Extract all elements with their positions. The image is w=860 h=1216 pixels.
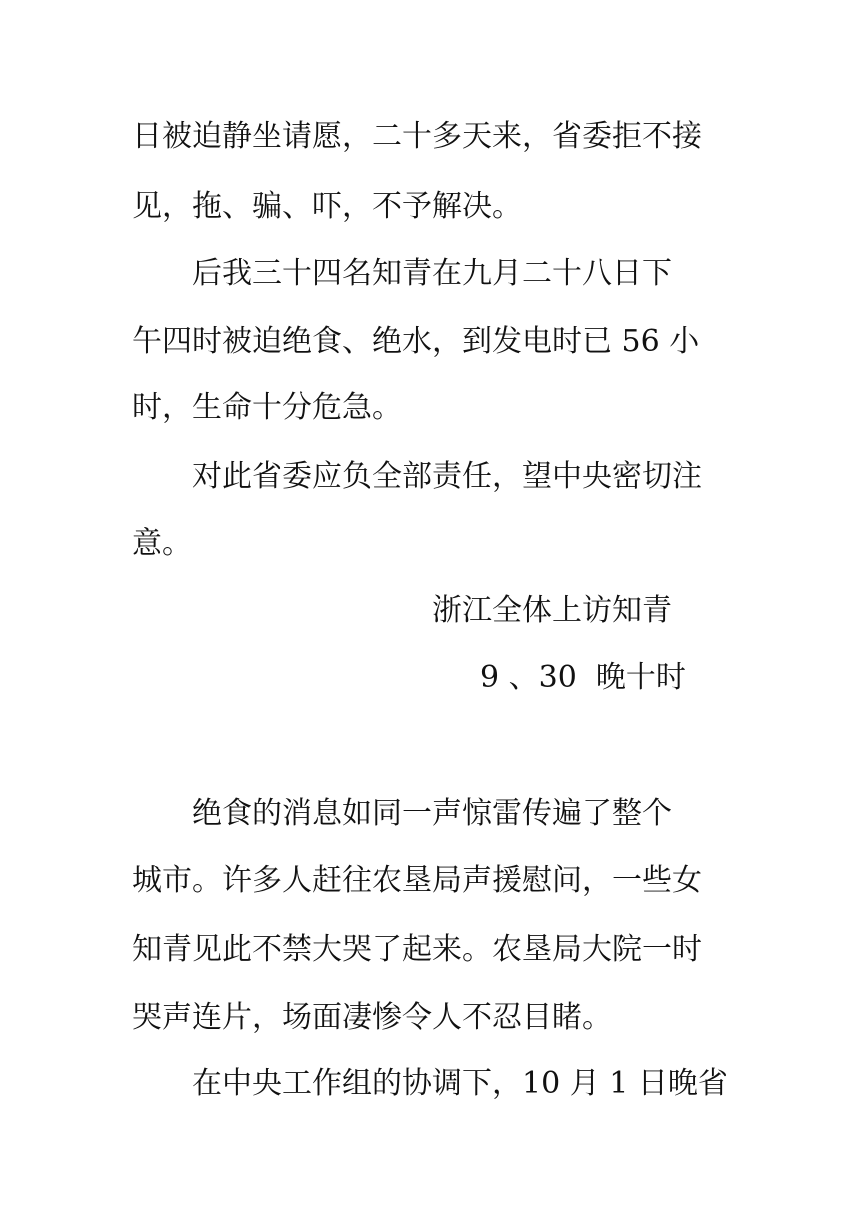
- text-line: 时，生命十分危急。: [132, 390, 402, 425]
- signature-author: 浙江全体上访知青: [432, 593, 672, 628]
- signature-date: 9 、30 晚十时: [480, 660, 686, 695]
- text-line: 绝食的消息如同一声惊雷传遍了整个: [192, 796, 672, 831]
- text-line: 城市。许多人赶往农垦局声援慰问，一些女: [132, 863, 702, 898]
- text-line: 哭声连片，场面凄惨令人不忍目睹。: [132, 1000, 612, 1035]
- text-line: 知青见此不禁大哭了起来。农垦局大院一时: [132, 932, 702, 967]
- text-line: 对此省委应负全部责任，望中央密切注: [192, 459, 702, 494]
- text-line: 意。: [132, 526, 192, 561]
- text-line: 在中央工作组的协调下，10 月 1 日晚省: [192, 1066, 728, 1101]
- text-line: 后我三十四名知青在九月二十八日下: [192, 256, 672, 291]
- text-line: 见，拖、骗、吓，不予解决。: [132, 189, 522, 224]
- text-line: 午四时被迫绝食、绝水，到发电时已 56 小: [132, 324, 700, 359]
- text-line: 日被迫静坐请愿，二十多天来，省委拒不接: [132, 119, 702, 154]
